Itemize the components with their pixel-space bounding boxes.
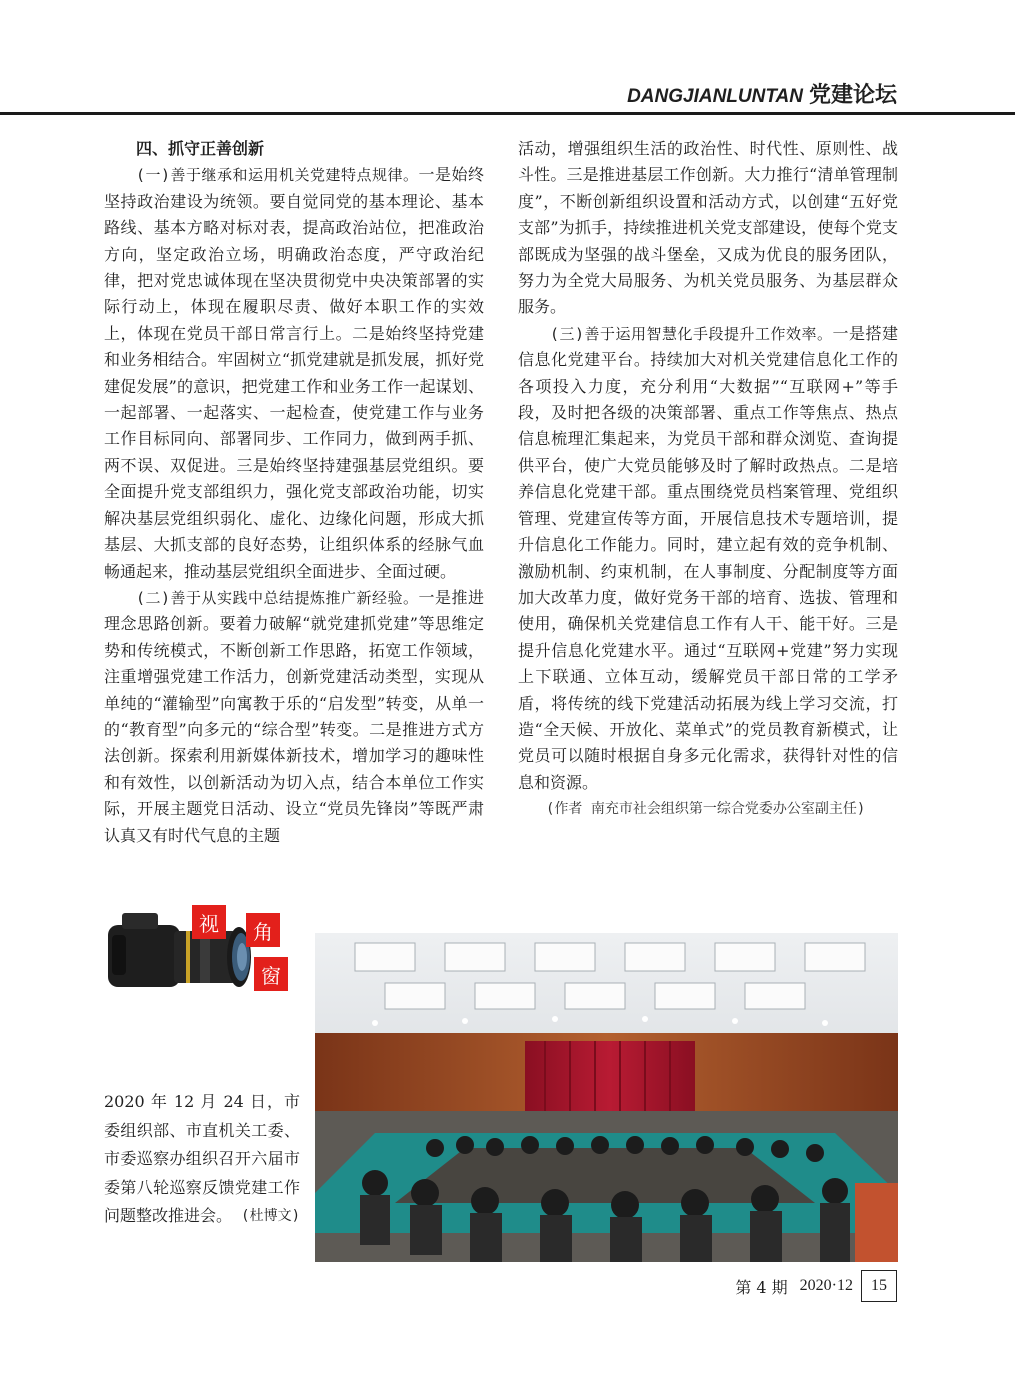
meeting-room-image	[315, 933, 898, 1262]
magazine-section-title	[627, 78, 897, 109]
issue-date: 2020·12	[799, 1277, 853, 1294]
paragraph-1-text: 一是始终坚持政治建设为统领。要自觉同党的基本理论、基本路线、基本方略对标对表，提高政治站位，把准政治方向，坚定政治立场，明确政治态度，严守政治纪律，把对党忠诚体现在坚决贯彻党中央决策部署的实际行动上，体现在履职尽责、做好本职工作的实效上，体现在党员干部日常言行上。二是始终坚持党建和业务相结合。牢固树立“抓党建就是抓发展，抓好党建促发展”的意识，把党建工作和业务工作一起谋划、一起部署、一起落实、一起检查，使党建工作与业务工作目标同向、部署同步、工作同力，做到两手抓、两不误、双促进。三是始终坚持建强基层党组织。要全面提升党支部组织力，强化党支部政治功能，切实解决基层党组织弱化、虚化、边缘化问题，形成大抓基层、大抓支部的良好态势，让组织体系的经脉气血畅通起来，推动基层党组织全面进步、全面过硬。	[104, 165, 484, 581]
author-byline: (作者 南充市社会组织第一综合党委办公室副主任)	[546, 801, 866, 818]
meeting-photo	[315, 933, 898, 1262]
tag-jiao: 角	[246, 913, 280, 947]
section-heading: 四、抓守正善创新	[136, 139, 265, 158]
paragraph-2	[104, 585, 484, 849]
paragraph-3	[518, 321, 898, 796]
paragraph-3-text: 一是搭建信息化党建平台。持续加大对机关党建信息化工作的各项投入力度，充分利用“大数据”“互联网+”等手段，及时把各级的决策部署、重点工作等焦点、热点信息梳理汇集起来，为党员干部和群众浏览、查询提供平台，使广大党员能够及时了解时政热点。二是培养信息化党建干部。重点围绕党员档案管理、党组织管理、党建宣传等方面，开展信息技术专题培训，提升信息化工作能力。同时，建立起有效的竞争机制、激励机制、约束机制，在人事制度、分配制度等方面加大改革力度，做好党务干部的培育、选拔、管理和使用，确保机关党建信息工作有人干、能干好。三是提升信息化党建水平。通过“互联网+党建”努力实现上下联通、立体互动，缓解党员干部日常的工学矛盾，将传统的线下党建活动拓展为线上学习交流，打造“全天候、开放化、菜单式”的党员教育新模式，让党员可以随时根据自身多元化需求，获得针对性的信息和资源。	[518, 323, 898, 792]
photo-caption	[104, 1088, 300, 1231]
article-left-column	[104, 136, 484, 849]
issue-number: 第 4 期	[735, 1277, 788, 1297]
paragraph-1-lead: (一)善于继承和运用机关党建特点规律。	[136, 166, 419, 185]
paragraph-2-continued: 活动，增强组织生活的政治性、时代性、原则性、战斗性。三是推进基层工作创新。大力推行“清单管理制度”，不断创新组织设置和活动方式，以创建“五好党支部”为抓手，持续推进机关党支部建设，使每个党支部既成为坚强的战斗堡垒，又成为优良的服务团队，努力为全党大局服务、为机关党员服务、为基层群众服务。	[518, 139, 898, 317]
paragraph-1	[104, 162, 484, 585]
camera-illustration	[104, 905, 304, 1000]
tag-chuang: 窗	[254, 957, 288, 991]
paragraph-2-lead: (二)善于从实践中总结提炼推广新经验。	[136, 588, 419, 607]
page-footer	[735, 1270, 897, 1302]
page-header	[0, 0, 1015, 115]
photo-credit: (杜博文)	[241, 1208, 300, 1225]
page-number: 15	[861, 1270, 897, 1302]
caption-text: 2020 年 12 月 24 日，市委组织部、市直机关工委、市委巡察办组织召开六届市委第八轮巡察反馈党建工作问题整改推进会。	[104, 1092, 300, 1226]
paragraph-3-lead: (三)善于运用智慧化手段提升工作效率。	[550, 324, 833, 343]
tag-shi: 视	[192, 905, 226, 939]
section-title-pinyin: DANGJIANLUNTAN	[627, 86, 803, 107]
article-right-column	[518, 136, 898, 823]
paragraph-2-text: 一是推进理念思路创新。要着力破解“就党建抓党建”等思维定势和传统模式，不断创新工作思路，拓宽工作领域，注重增强党建工作活力，创新党建活动类型，实现从单纯的“灌输型”向寓教于乐的“启发型”转变，从单一的“教育型”向多元的“综合型”转变。二是推进方式方法创新。探索利用新媒体新技术，增加学习的趣味性和有效性，以创新活动为切入点，结合本单位工作实际，开展主题党日活动、设立“党员先锋岗”等既严肃认真又有时代气息的主题	[104, 587, 484, 845]
header-rule	[0, 112, 1015, 115]
section-title-chinese: 党建论坛	[808, 82, 897, 108]
